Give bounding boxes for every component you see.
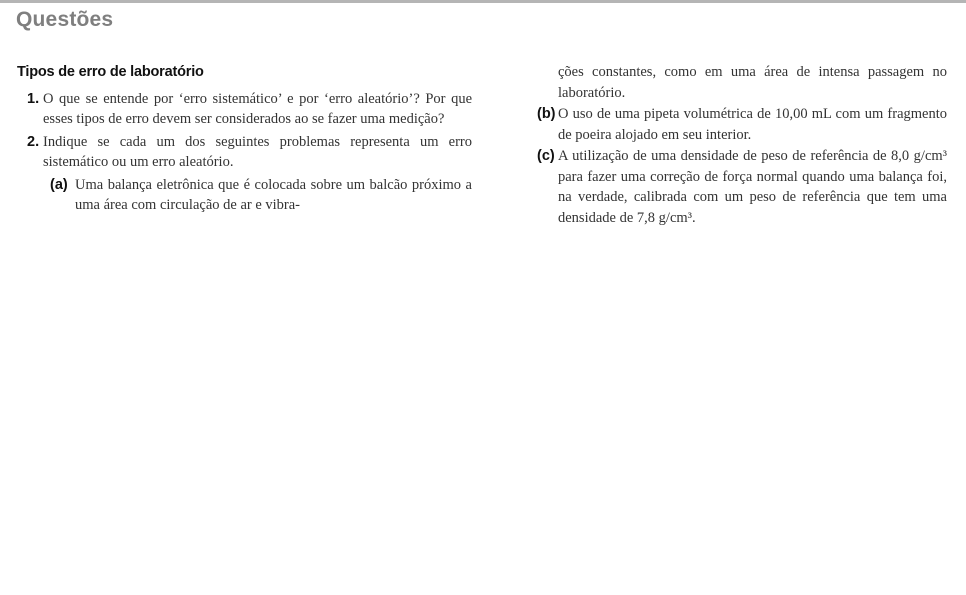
subsection-heading: Tipos de erro de laboratório (17, 64, 204, 80)
item-a-continuation (537, 62, 947, 103)
item-b-text: O uso de uma pipeta volumétrica de 10,00 mL com um fragmento de poeira alojado em seu interior. (558, 106, 947, 143)
top-divider (0, 0, 966, 3)
question-2 (17, 132, 472, 173)
question-2-number: 2. (27, 133, 40, 150)
question-2-text: Indique se cada um dos seguintes problemas representa um erro sistemático ou um erro aleatório. (43, 133, 472, 170)
item-a-text-part2: ções constantes, como em uma área de intensa passagem no laboratório. (558, 64, 947, 101)
item-c (537, 146, 947, 228)
left-column (17, 62, 472, 217)
question-1 (17, 89, 472, 130)
item-c-text: A utilização de uma densidade de peso de referência de 8,0 g/cm³ para fazer uma correção de força normal quando uma balança foi, na verdade, calibrada com um peso de referência que tem uma densidade de 7,8 g/cm³. (558, 148, 947, 226)
item-c-label: (c) (537, 148, 555, 164)
item-b (537, 104, 947, 145)
question-1-number: 1. (27, 90, 40, 107)
item-b-label: (b) (537, 106, 556, 122)
item-a-label: (a) (50, 176, 68, 193)
right-column (537, 62, 947, 229)
section-title: Questões (16, 8, 114, 31)
question-1-text: O que se entende por ‘erro sistemático’ e por ‘erro aleatório’? Por que esses tipos de erro devem ser considerados ao se fazer uma medição? (43, 90, 472, 127)
item-a-text-part1: Uma balança eletrônica que é colocada sobre um balcão próximo a uma área com circulação de ar e vibra- (75, 176, 472, 213)
item-a (17, 175, 472, 216)
